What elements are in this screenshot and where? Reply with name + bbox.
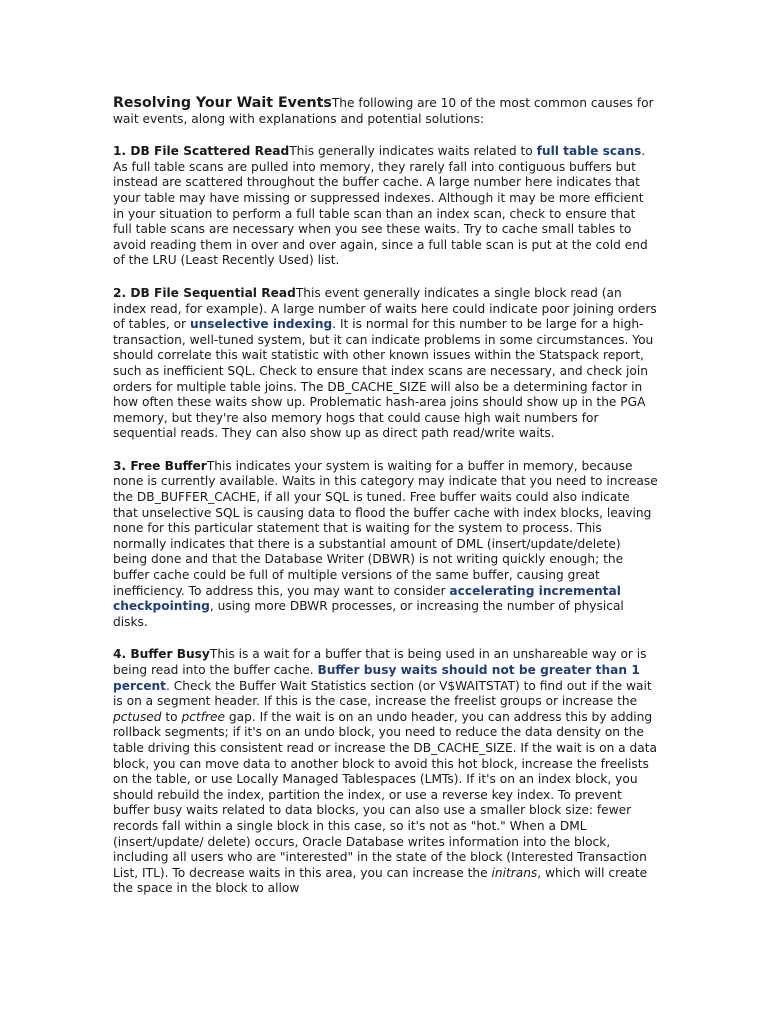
section-db-file-scattered-read: [113, 144, 658, 269]
section-text: This generally indicates waits related to: [289, 144, 537, 159]
initrans-term: initrans: [491, 865, 538, 880]
section-text: to: [161, 709, 182, 724]
section-text: gap. If the wait is on an undo header, you can address this by adding rollback segments; if it's on an undo block, you need to reduce the data density on the table driving this consistent read or increase the DB_CACHE_SIZE. If the wait is on a data block, you can move data to another block to avoid this hot block, increase the freelists on the table, or use Locally Managed Tablespaces (LMTs). If it's on an index block, you should rebuild the index, partition the index, or use a reverse key index. To prevent buffer busy waits related to data blocks, you can also use a smaller block size: fewer records fall within a single block in this case, so it's not as "hot." When a DML (insert/update/ delete) occurs, Oracle Database writes information into the block, including all users who are "interested" in the state of the block (Interested Transaction List, ITL). To decrease waits in this area, you can increase the: [113, 709, 657, 880]
document-body: [113, 96, 658, 914]
section-text: , using more DBWR processes, or increasing the number of physical disks.: [113, 599, 624, 629]
section-buffer-busy: [113, 647, 658, 897]
section-text: This event generally indicates a single block read (an index read, for example). A large number of waits here could indicate poor joining orders of tables, or: [113, 285, 657, 332]
pctused-term: pctused: [113, 709, 162, 724]
section-text: . As full table scans are pulled into memory, they rarely fall into contiguous buffers but instead are scattered throughout the buffer cache. A large number here indicates that your table may have missing or suppressed indexes. Although it may be more efficient in your situation to perform a full table scan than an index scan, check to ensure that full table scans are necessary when you see these waits. Try to cache small tables to avoid reading them in over and over again, since a full table scan is put at the cold end of the LRU (Least Recently Used) list.: [113, 144, 648, 268]
page-title: Resolving Your Wait Events: [113, 95, 332, 111]
section-heading: 4. Buffer Busy: [113, 647, 210, 662]
section-db-file-sequential-read: [113, 286, 658, 442]
section-text: This indicates your system is waiting for a buffer in memory, because none is currently available. Waits in this category may indicate that you need to increase the DB_BUFFER_CACHE, if all your SQL is tuned. Free buffer waits could also indicate that unselective SQL is causing data to flood the buffer cache with index blocks, leaving none for this particular statement that is waiting for the system to process. This normally indicates that there is a substantial amount of DML (insert/update/delete) being done and that the Database Writer (DBWR) is not writing quickly enough; the buffer cache could be full of multiple versions of the same buffer, causing great inefficiency. To address this, you may want to consider: [113, 458, 658, 598]
section-text: , which will create the space in the block to allow: [113, 865, 648, 896]
intro-paragraph: [113, 96, 658, 127]
section-text: . Check the Buffer Wait Statistics section (or V$WAITSTAT) to find out if the wait is on a segment header. If this is the case, increase the freelist groups or increase the: [113, 678, 652, 709]
section-heading: 1. DB File Scattered Read: [113, 144, 290, 159]
section-text: This is a wait for a buffer that is being used in an unshareable way or is being read into the buffer cache.: [113, 647, 647, 677]
section-heading: 3. Free Buffer: [113, 458, 207, 473]
section-text: . It is normal for this number to be large for a high-transaction, well-tuned system, but it can indicate problems in some circumstances. You should correlate this wait statistic with other known issues within the Statspack report, such as inefficient SQL. Check to ensure that index scans are necessary, and check join orders for multiple table joins. The DB_CACHE_SIZE will also be a determining factor in how often these waits show up. Problematic hash-area joins should show up in the PGA memory, but they're also memory hogs that could cause high wait numbers for sequential reads. They can also show up as direct path read/write waits.: [113, 317, 654, 441]
section-free-buffer: [113, 459, 658, 631]
full-table-scans-link[interactable]: full table scans: [536, 144, 642, 159]
intro-text: The following are 10 of the most common causes for wait events, along with explanations and potential solutions:: [113, 96, 654, 126]
pctfree-term: pctfree: [181, 709, 226, 724]
buffer-busy-waits-link[interactable]: Buffer busy waits should not be greater than 1 percent: [113, 663, 640, 693]
unselective-indexing-link[interactable]: unselective indexing: [189, 317, 333, 332]
accelerating-incremental-checkpointing-link[interactable]: accelerating incremental checkpointing: [113, 583, 621, 614]
section-heading: 2. DB File Sequential Read: [113, 285, 296, 300]
